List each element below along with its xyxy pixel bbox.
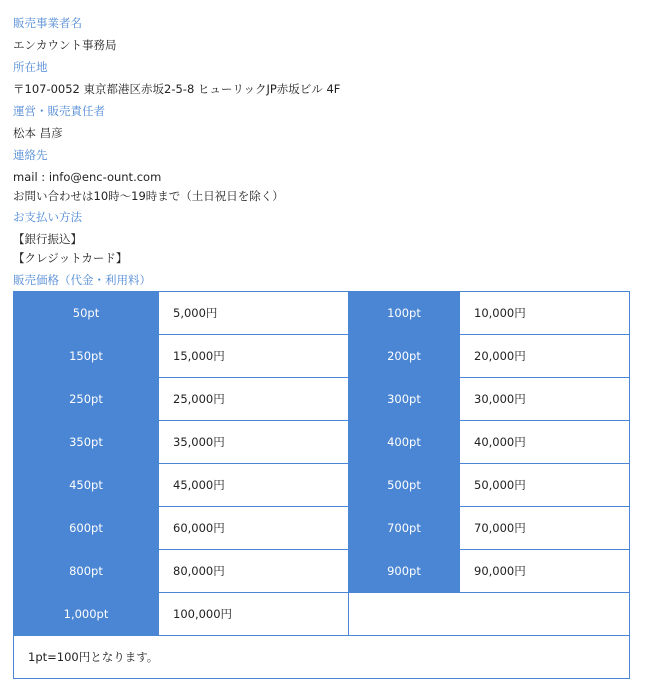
price-table: [13, 291, 630, 679]
price-yen-cell: 50,000円: [460, 464, 630, 507]
price-pt-cell: 250pt: [14, 378, 159, 421]
table-row: [14, 292, 630, 335]
price-pt-cell: 100pt: [349, 292, 460, 335]
price-yen-cell: 20,000円: [460, 335, 630, 378]
seller-value: エンカウント事務局: [13, 38, 117, 52]
address-label: 所在地: [13, 60, 48, 74]
price-yen-cell: 100,000円: [159, 593, 349, 636]
price-pt-cell: 500pt: [349, 464, 460, 507]
price-pt-cell: 700pt: [349, 507, 460, 550]
price-pt-cell: 900pt: [349, 550, 460, 593]
pricing-note: 1pt=100円となります。: [14, 636, 630, 679]
price-pt-cell: 1,000pt: [14, 593, 159, 636]
seller-section: [13, 16, 117, 53]
payment-method-card: 【クレジットカード】: [13, 251, 128, 265]
price-pt-cell: 400pt: [349, 421, 460, 464]
manager-value: 松本 昌彦: [13, 126, 63, 140]
price-pt-cell: 200pt: [349, 335, 460, 378]
price-yen-cell: 80,000円: [159, 550, 349, 593]
payment-section: [13, 210, 127, 266]
price-yen-cell: 40,000円: [460, 421, 630, 464]
table-row: [14, 378, 630, 421]
table-row-note: [14, 636, 630, 679]
table-row: [14, 593, 630, 636]
table-row: [14, 335, 630, 378]
price-pt-cell: 50pt: [14, 292, 159, 335]
price-yen-cell: 35,000円: [159, 421, 349, 464]
pricing-label: 販売価格（代金・利用料）: [13, 273, 151, 287]
contact-label: 連絡先: [13, 148, 48, 162]
address-value: 〒107-0052 東京都港区赤坂2-5-8 ヒューリックJP赤坂ビル 4F: [13, 82, 341, 96]
price-pt-cell: 350pt: [14, 421, 159, 464]
price-pt-cell: 600pt: [14, 507, 159, 550]
price-yen-cell: 30,000円: [460, 378, 630, 421]
seller-label: 販売事業者名: [13, 16, 82, 30]
price-yen-cell: 60,000円: [159, 507, 349, 550]
table-row: [14, 421, 630, 464]
address-section: [13, 60, 340, 97]
empty-cell: [349, 593, 630, 636]
price-yen-cell: 70,000円: [460, 507, 630, 550]
payment-method-bank: 【銀行振込】: [13, 232, 82, 246]
pricing-section: [13, 273, 151, 288]
price-yen-cell: 90,000円: [460, 550, 630, 593]
price-pt-cell: 300pt: [349, 378, 460, 421]
price-yen-cell: 5,000円: [159, 292, 349, 335]
payment-label: お支払い方法: [13, 210, 82, 224]
manager-section: [13, 104, 105, 141]
table-row: [14, 507, 630, 550]
price-pt-cell: 800pt: [14, 550, 159, 593]
price-yen-cell: 25,000円: [159, 378, 349, 421]
price-yen-cell: 10,000円: [460, 292, 630, 335]
contact-section: [13, 148, 284, 204]
contact-mail: mail : info@enc-ount.com: [13, 170, 162, 184]
price-pt-cell: 450pt: [14, 464, 159, 507]
contact-hours: お問い合わせは10時〜19時まで（土日祝日を除く）: [13, 189, 284, 203]
price-yen-cell: 45,000円: [159, 464, 349, 507]
manager-label: 運営・販売責任者: [13, 104, 105, 118]
price-pt-cell: 150pt: [14, 335, 159, 378]
table-row: [14, 550, 630, 593]
price-yen-cell: 15,000円: [159, 335, 349, 378]
table-row: [14, 464, 630, 507]
